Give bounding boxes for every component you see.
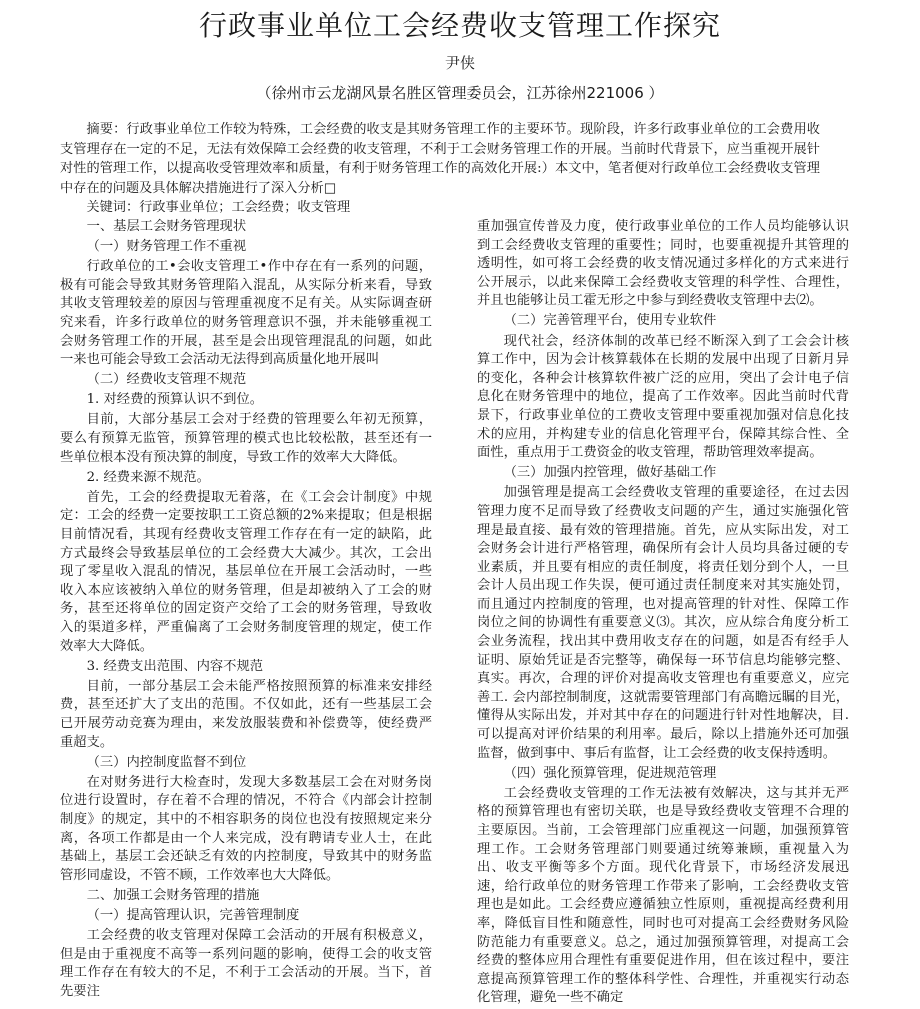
abstract: 摘要：行政事业单位工作较为特殊，工会经费的收支是其财务管理工作的主要环节。现阶段，许多行政事业单位的工会费用收支管理存在一定的不足，无法有效保障工会经费的收支管理，不利于工会财务管理工作的开展。当前时代背景下，应当重视开展针对性的管理工作，以提高收受管理效率和质量，有利于财务管理工作的高效化开展:）本文中，笔者便对行政单位工会经费收支管理中存在的问题及具体解决措施进行了深入分析□ [60, 122, 820, 196]
body-paragraph: 加强管理是提高工会经费收支管理的重要途径，在过去因管理力度不足而导致了经费收支问题的产生，通过实施强化管理是最直接、最有效的管理措施。首先，应从实际出发，对工会财务会计进行严格管理，确保所有会计人员均具备过硬的专业素质，并且要有相应的责任制度，将责任划分到个人，一旦会计人员出现工作失误，便可通过责任制度来对其实施处罚，而且通过内控制度的管理，也对提高管理的针对性、保障工作岗位之间的协调性有重要意义⑶。其次，应从综合角度分析工会业务流程，找出其中费用收支存在的问题，如是否有经手人证明、原始凭证是否完整等，确保每一环节信息均能够完整、真实。再次，合理的评价对提高收支管理也有重要意义，应完善工. 会内部控制制度，这就需要管理部门有高瞻远瞩的目光，懂得从实际出发，并对其中存在的问题进行针对性地解决，目. 可以提高对评价结果的利用率。最后，除以上措施外还可加强监督，做到事中、事后有监督，让工会经费的收支保持透明。 [477, 485, 849, 761]
body-paragraph: 工会经费的收支管理对保障工会活动的开展有积极意义，但是由于重视度不高等一系列问题的影响，使得工会的收支管理工作存在有较大的不足，不利于工会活动的开展。当下，首先要注 [60, 927, 432, 999]
section-heading: （三）内控制度监督不到位 [86, 754, 247, 770]
body-paragraph: 行政单位的工•会收支管理工•作中存在有一系列的问题，极有可能会导致其财务管理陷入混乱，从实际分析来看，导致其收支管理较差的原因与管理重视度不足有关。从实际调查研究来看，许多行政单位的财务管理意识不强，并未能够重视工会财务管理工作的开展，甚至是会出现管理混乱的问题，如此一来也可能会导致工会活动无法得到高质量化地开展叫 [60, 259, 432, 368]
section-heading: （一）财务管理工作不重视 [86, 239, 247, 255]
section-heading: 2. 经费来源不规范。 [86, 469, 210, 485]
body-paragraph: 目前，大部分基层工会对于经费的管理要么年初无预算，要么有预算无监管，预算管理的模式也比较松散，甚至还有一些单位根本没有预决算的制度，导致工作的效率大大降低。 [60, 412, 432, 465]
section-heading: （三）加强内控管理，做好基础工作 [503, 465, 717, 481]
affiliation: （徐州市云龙湖风景名胜区管理委员会，江苏徐州221006 ） [256, 84, 664, 102]
section-heading: （四）强化预算管理，促进规范管理 [503, 765, 717, 781]
left-column [60, 218, 432, 1003]
section-heading: 二、加强工会财务管理的措施 [86, 887, 260, 903]
body-paragraph: 重加强宣传普及力度，使行政事业单位的工作人员均能够认识到工会经费收支管理的重要性；同时，也要重视提升其管理的透明性，如可将工会经费的收支情况通过多样化的方式来进行公开展示，以此来保障工会经费收支管理的科学性、合理性，并且也能够让员工霍无形之中参与到经费收支管理中去⑵。 [477, 219, 849, 309]
body-paragraph: 现代社会，经济体制的改革已经不断深入到了工会会计核算工作中，因为会计核算载体在长期的发展中出现了日新月异的变化，各种会计核算软件被广泛的应用，突出了会计电子信息化在财务管理中的地位，提高了工作效率。因此当前时代背景下，行政事业单位的工费收支管理中要重视加强对信息化技术的应用，并构建专业的信息化管理平台，保障其综合性、全面性，重点用于工费资金的收支管理，帮助管理效率提高。 [477, 333, 849, 461]
author: 尹侠 [444, 54, 475, 72]
section-heading: （二）完善管理平台，使用专业软件 [503, 313, 717, 329]
body-paragraph: 工会经费收支管理的工作无法被有效解决，这与其并无严格的预算管理也有密切关联，也是导致经费收支管理不合理的主要原因。当前，工会管理部门应重视这一问题，加强预算管理工作。工会财务管理部门则要通过统筹兼顾，重视量入为出、收支平衡等多个方面。现代化背景下，市场经济发展迅速，给行政单位的财务管理工作带来了影响，工会经费收支管理也是如此。工会经费应遵循独立性原则，重视提高经费利用率，降低盲目性和随意性，同时也可对提高工会经费财务风险防范能力有重要意义。总之，通过加强预算管理，对提高工会经费的整体应用合理性有重要促进作用，但在该过程中，要注意提高预算管理工作的整体科学性、合理性，并重视实行动态化管理，避免一些不确定 [477, 785, 849, 1006]
section-heading: 一、基层工会财务管理现状 [86, 219, 247, 234]
section-heading: 1. 对经费的预算认识不到位。 [86, 392, 264, 408]
abstract-section [60, 120, 820, 218]
section-heading: （二）经费收支管理不规范 [86, 372, 247, 388]
section-heading: 3. 经费支出范围、内容不规范 [86, 658, 264, 674]
keywords: 关键词：行政事业单位；工会经费；收支管理 [86, 200, 351, 215]
section-heading: （一）提高管理认识，完善管理制度 [86, 907, 300, 923]
body-paragraph: 首先，工会的经费提取无着落，在《工会会计制度》中规定：工会的经费一定要按职工工资总额的2%来提取；但是根据目前情况看，其现有经费收支管理工作存在有一定的缺陷，此方式最终会导致基层单位的工会经费大大减少。其次，工会出现了零星收入混乱的情况，基层单位在开展工会活动时，一些收入本应该被纳入单位的财务管理，但是却被纳入了工会的财务，甚至还将单位的固定资产交给了工会的财务管理，导致收入的渠道多样，严重偏离了工会财务制度管理的规定，使工作效率大大降低。 [60, 489, 432, 654]
right-column [477, 218, 849, 1009]
paper-title: 行政事业单位工会经费收支管理工作探究 [198, 9, 721, 42]
body-paragraph: 在对财务进行大检查时，发现大多数基层工会在对财务岗位进行设置时，存在着不合理的情况，不符合《内部会计控制制度》的规定，其中的不相容职务的岗位也没有按照规定来分离，各项工作都是由一个人来完成，没有聘请专业人士，在此基础上，基层工会还缺乏有效的内控制度，导致其中的财务监管形同虚设，不管不顾，工作效率也大大降低。 [60, 774, 432, 883]
body-paragraph: 目前，一部分基层工会未能严格按照预算的标准来安排经费，甚至还扩大了支出的范围。不仅如此，还有一些基层工会已开展劳动竞赛为理由，来发放服装费和补偿费等，使经费严重超支。 [60, 678, 432, 750]
